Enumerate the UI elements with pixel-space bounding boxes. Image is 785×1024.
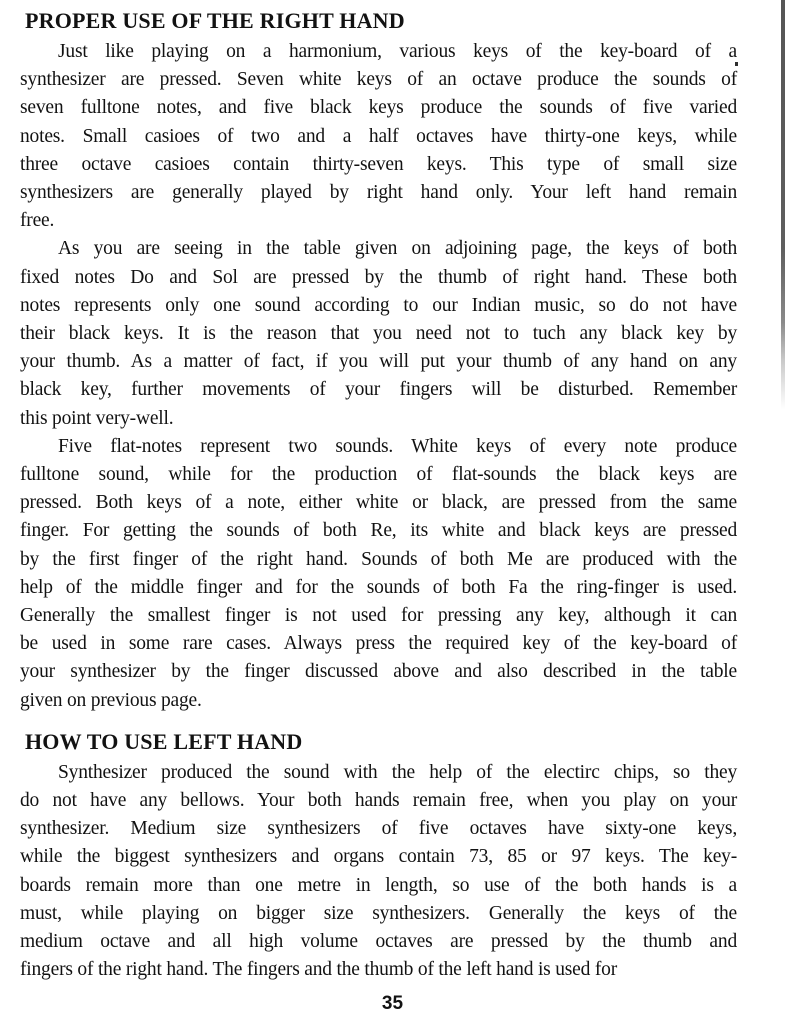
text-line: synthesizer. Medium size synthesizers of five octaves have sixty-one keys, bbox=[20, 818, 737, 840]
text-line: do not have any bellows. Your both hands remain free, when you play on your bbox=[20, 790, 737, 812]
text-line: fingers of the right hand. The fingers and the thumb of the left hand is used for bbox=[20, 959, 617, 981]
document-content bbox=[20, 6, 737, 985]
text-line: Just like playing on a harmonium, various keys of the key-board of a bbox=[58, 41, 737, 62]
text-line: notes. Small casioes of two and a half octaves have thirty-one keys, while bbox=[20, 125, 737, 147]
text-line: be used in some rare cases. Always press the required key of the key-board of bbox=[20, 633, 737, 655]
text-line: help of the middle finger and for the sounds of both Fa the ring-finger is used. bbox=[20, 576, 737, 598]
text-line: your synthesizer by the finger discussed above and also described in the table bbox=[20, 661, 737, 683]
section-heading: HOW TO USE LEFT HAND bbox=[25, 728, 303, 754]
text-line: Five flat-notes represent two sounds. White keys of every note produce bbox=[58, 435, 737, 457]
text-line: this point very-well. bbox=[20, 407, 174, 429]
text-line: your thumb. As a matter of fact, if you will put your thumb of any hand on any bbox=[20, 351, 737, 373]
text-line: pressed. Both keys of a note, either white or black, are pressed from the same bbox=[20, 492, 737, 514]
text-line: fixed notes Do and Sol are pressed by the thumb of right hand. These both bbox=[20, 266, 737, 288]
paragraph bbox=[20, 759, 737, 985]
text-line: by the first finger of the right hand. Sounds of both Me are produced with the bbox=[20, 548, 737, 570]
text-line: synthesizers are generally played by right hand only. Your left hand remain bbox=[20, 182, 737, 204]
text-line: boards remain more than one metre in length, so use of the both hands is a bbox=[20, 874, 737, 896]
text-line: seven fulltone notes, and five black keys produce the sounds of five varied bbox=[20, 97, 737, 119]
text-line: given on previous page. bbox=[20, 689, 202, 711]
paragraph bbox=[20, 433, 737, 715]
paragraph bbox=[20, 235, 737, 432]
text-line: As you are seeing in the table given on adjoining page, the keys of both bbox=[58, 238, 737, 260]
text-line: notes represents only one sound according to our Indian music, so do not have bbox=[20, 294, 737, 316]
text-line: their black keys. It is the reason that you need not to tuch any black key by bbox=[20, 323, 737, 345]
scan-speck-artifact bbox=[735, 62, 738, 66]
text-line: finger. For getting the sounds of both Re, its white and black keys are pressed bbox=[20, 520, 737, 542]
section-heading: PROPER USE OF THE RIGHT HAND bbox=[25, 8, 405, 33]
text-line: fulltone sound, while for the production of flat-sounds the black keys are bbox=[20, 464, 737, 486]
paragraph bbox=[20, 38, 737, 235]
text-line: must, while playing on bigger size synthesizers. Generally the keys of the bbox=[20, 902, 737, 924]
page-number: 35 bbox=[381, 993, 404, 1014]
scan-edge-artifact bbox=[781, 0, 785, 620]
text-line: Synthesizer produced the sound with the help of the electirc chips, so they bbox=[58, 761, 737, 783]
text-line: three octave casioes contain thirty-seven keys. This type of small size bbox=[20, 153, 737, 175]
text-line: black key, further movements of your fingers will be disturbed. Remember bbox=[20, 379, 737, 401]
text-line: medium octave and all high volume octaves are pressed by the thumb and bbox=[20, 931, 737, 953]
text-line: while the biggest synthesizers and organs contain 73, 85 or 97 keys. The key- bbox=[20, 846, 737, 868]
text-line: free. bbox=[20, 210, 55, 232]
text-line: synthesizer are pressed. Seven white keys of an octave produce the sounds of bbox=[20, 69, 737, 91]
text-line: Generally the smallest finger is not used for pressing any key, although it can bbox=[20, 605, 737, 627]
